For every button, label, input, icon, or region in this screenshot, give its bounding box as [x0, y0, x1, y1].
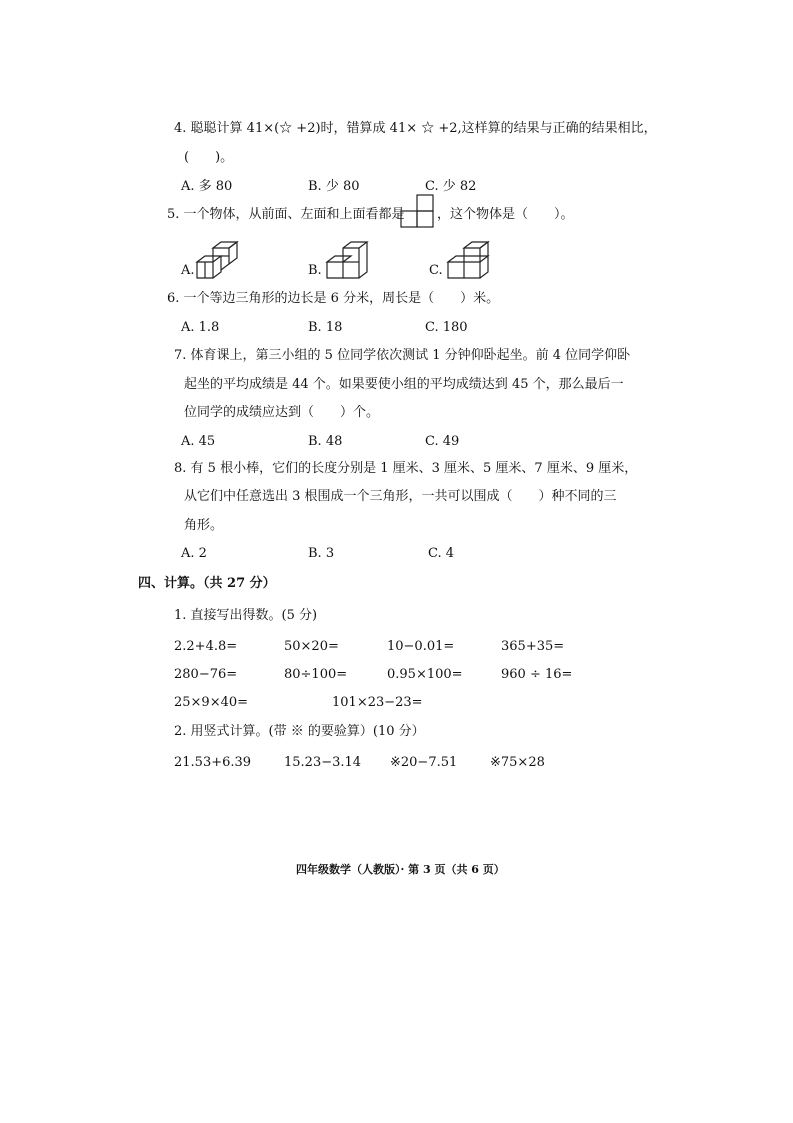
section-4-title: 四、计算。（共 27 分） [138, 576, 276, 591]
q5-stem-before: 5. 一个物体，从前面、左面和上面看都是 [167, 207, 405, 222]
mental-calc-item: 960 ÷ 16= [501, 667, 573, 682]
q6-option-b: B. 18 [308, 320, 343, 335]
mental-calc-item: 80÷100= [284, 667, 348, 682]
q6-stem: 6. 一个等边三角形的边长是 6 分米，周长是（ ）米。 [167, 291, 500, 306]
cube-stack-a-figure [195, 240, 239, 280]
mental-calc-item: 50×20= [284, 639, 339, 654]
vertical-calc-item: ※20−7.51 [390, 755, 458, 770]
vertical-calc-item: 21.53+6.39 [174, 755, 252, 770]
q7-option-b: B. 48 [308, 434, 343, 449]
mental-calc-item: 10−0.01= [387, 639, 455, 654]
q8-stem-line1: 8. 有 5 根小棒，它们的长度分别是 1 厘米、3 厘米、5 厘米、7 厘米、9 厘米， [174, 461, 638, 476]
q4-stem-line2: ( )。 [184, 150, 234, 165]
part-1-title: 1. 直接写出得数。(5 分) [174, 608, 318, 623]
mental-calc-item: 0.95×100= [387, 667, 463, 682]
q8-option-b: B. 3 [308, 546, 335, 561]
q8-option-a: A. 2 [181, 546, 207, 561]
part-2-title: 2. 用竖式计算。(带 ※ 的要验算）(10 分） [174, 724, 425, 739]
q5-option-b: B. [308, 263, 322, 278]
q4-option-a: A. 多 80 [181, 179, 233, 194]
mental-calc-item: 25×9×40= [174, 695, 249, 710]
q6-option-a: A. 1.8 [181, 320, 220, 335]
mental-calc-item: 280−76= [174, 667, 238, 682]
q7-option-a: A. 45 [181, 434, 216, 449]
q4-option-c: C. 少 82 [425, 179, 477, 194]
view-shape-figure [400, 194, 436, 230]
mental-calc-item: 101×23−23= [332, 695, 423, 710]
q7-stem-line2: 起坐的平均成绩是 44 个。如果要使小组的平均成绩达到 45 个，那么最后一 [184, 377, 624, 392]
q4-stem-line1: 4. 聪聪计算 41×(☆ +2)时，错算成 41× ☆ +2,这样算的结果与正确的结果相比， [174, 121, 657, 136]
q8-stem-line2: 从它们中任意选出 3 根围成一个三角形，一共可以围成（ ）种不同的三 [184, 489, 617, 504]
q8-stem-line3: 角形。 [184, 518, 224, 533]
mental-calc-item: 2.2+4.8= [174, 639, 238, 654]
q5-option-a: A. [181, 263, 195, 278]
q7-stem-line3: 位同学的成绩应达到（ ）个。 [184, 405, 380, 420]
mental-calc-item: 365+35= [501, 639, 565, 654]
q6-option-c: C. 180 [425, 320, 468, 335]
q5-stem-after: ，这个物体是（ ）。 [437, 207, 574, 222]
cube-stack-c-figure [446, 240, 492, 280]
cube-stack-b-figure [325, 240, 369, 280]
vertical-calc-item: ※75×28 [490, 755, 545, 770]
q8-option-c: C. 4 [428, 546, 455, 561]
q4-option-b: B. 少 80 [308, 179, 360, 194]
page-footer: 四年级数学（人教版）· 第 3 页（共 6 页） [296, 863, 505, 876]
q5-option-c: C. [429, 263, 443, 278]
vertical-calc-item: 15.23−3.14 [284, 755, 362, 770]
q7-option-c: C. 49 [425, 434, 460, 449]
q7-stem-line1: 7. 体育课上，第三小组的 5 位同学依次测试 1 分钟仰卧起坐。前 4 位同学仰卧 [174, 348, 631, 363]
